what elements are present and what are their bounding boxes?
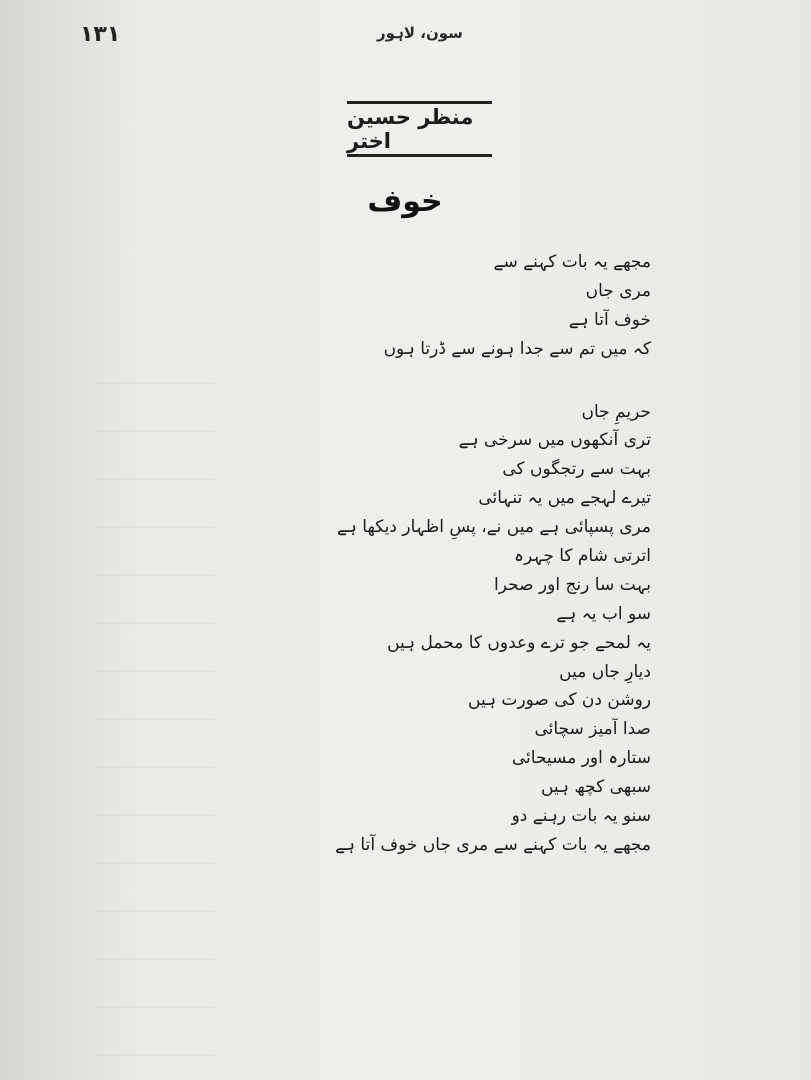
author-box — [347, 101, 492, 157]
author-name: منظر حسین اختر — [347, 105, 474, 153]
stanza-gap — [251, 364, 651, 398]
poem-body — [251, 248, 651, 860]
poem-line: مجھے یہ بات کہنے سے — [493, 252, 651, 272]
poem-line: بہت سے رتجگوں کی — [502, 459, 651, 480]
poem-line: بہت سا رنج اور صحرا — [494, 574, 651, 595]
poem-line: تری آنکھوں میں سرخی ہے — [458, 430, 651, 451]
poem-line: کہ میں تم سے جدا ہونے سے ڈرتا ہوں — [383, 338, 651, 359]
poem-line: مری پسپائی ہے میں نے، پسِ اظہار دیکھا ہے — [336, 517, 651, 538]
poem-line: سو اب یہ ہے — [556, 603, 651, 624]
poem-line: دیارِ جاں میں — [559, 661, 651, 682]
poem-line: صدا آمیز سچائی — [534, 719, 651, 740]
poem-line: سنو یہ بات رہنے دو — [511, 806, 651, 827]
page-number: ۱۳۱ — [80, 22, 121, 47]
poem-line: یہ لمحے جو ترے وعدوں کا محمل ہیں — [387, 632, 651, 653]
stanza-1 — [251, 248, 651, 364]
poem-line: اترتی شام کا چہرہ — [514, 546, 651, 567]
poem-line: تیرے لہجے میں یہ تنہائی — [478, 488, 651, 509]
poem-line: حریمِ جاں — [581, 401, 651, 422]
page-header — [0, 18, 811, 52]
poem-line: روشن دن کی صورت ہیں — [468, 690, 651, 711]
poem-line: ستارہ اور مسیحائی — [511, 748, 651, 769]
poem-line: مری جاں — [585, 280, 651, 301]
poem-line: سبھی کچھ ہیں — [540, 777, 651, 798]
journal-name: سون، لاہور — [377, 24, 463, 42]
bleed-through-texture — [95, 360, 215, 1060]
poem-title: خوف — [367, 184, 443, 219]
stanza-2 — [251, 398, 651, 860]
poem-line: مجھے یہ بات کہنے سے مری جاں خوف آتا ہے — [335, 834, 651, 855]
poem-line: خوف آتا ہے — [568, 309, 651, 330]
